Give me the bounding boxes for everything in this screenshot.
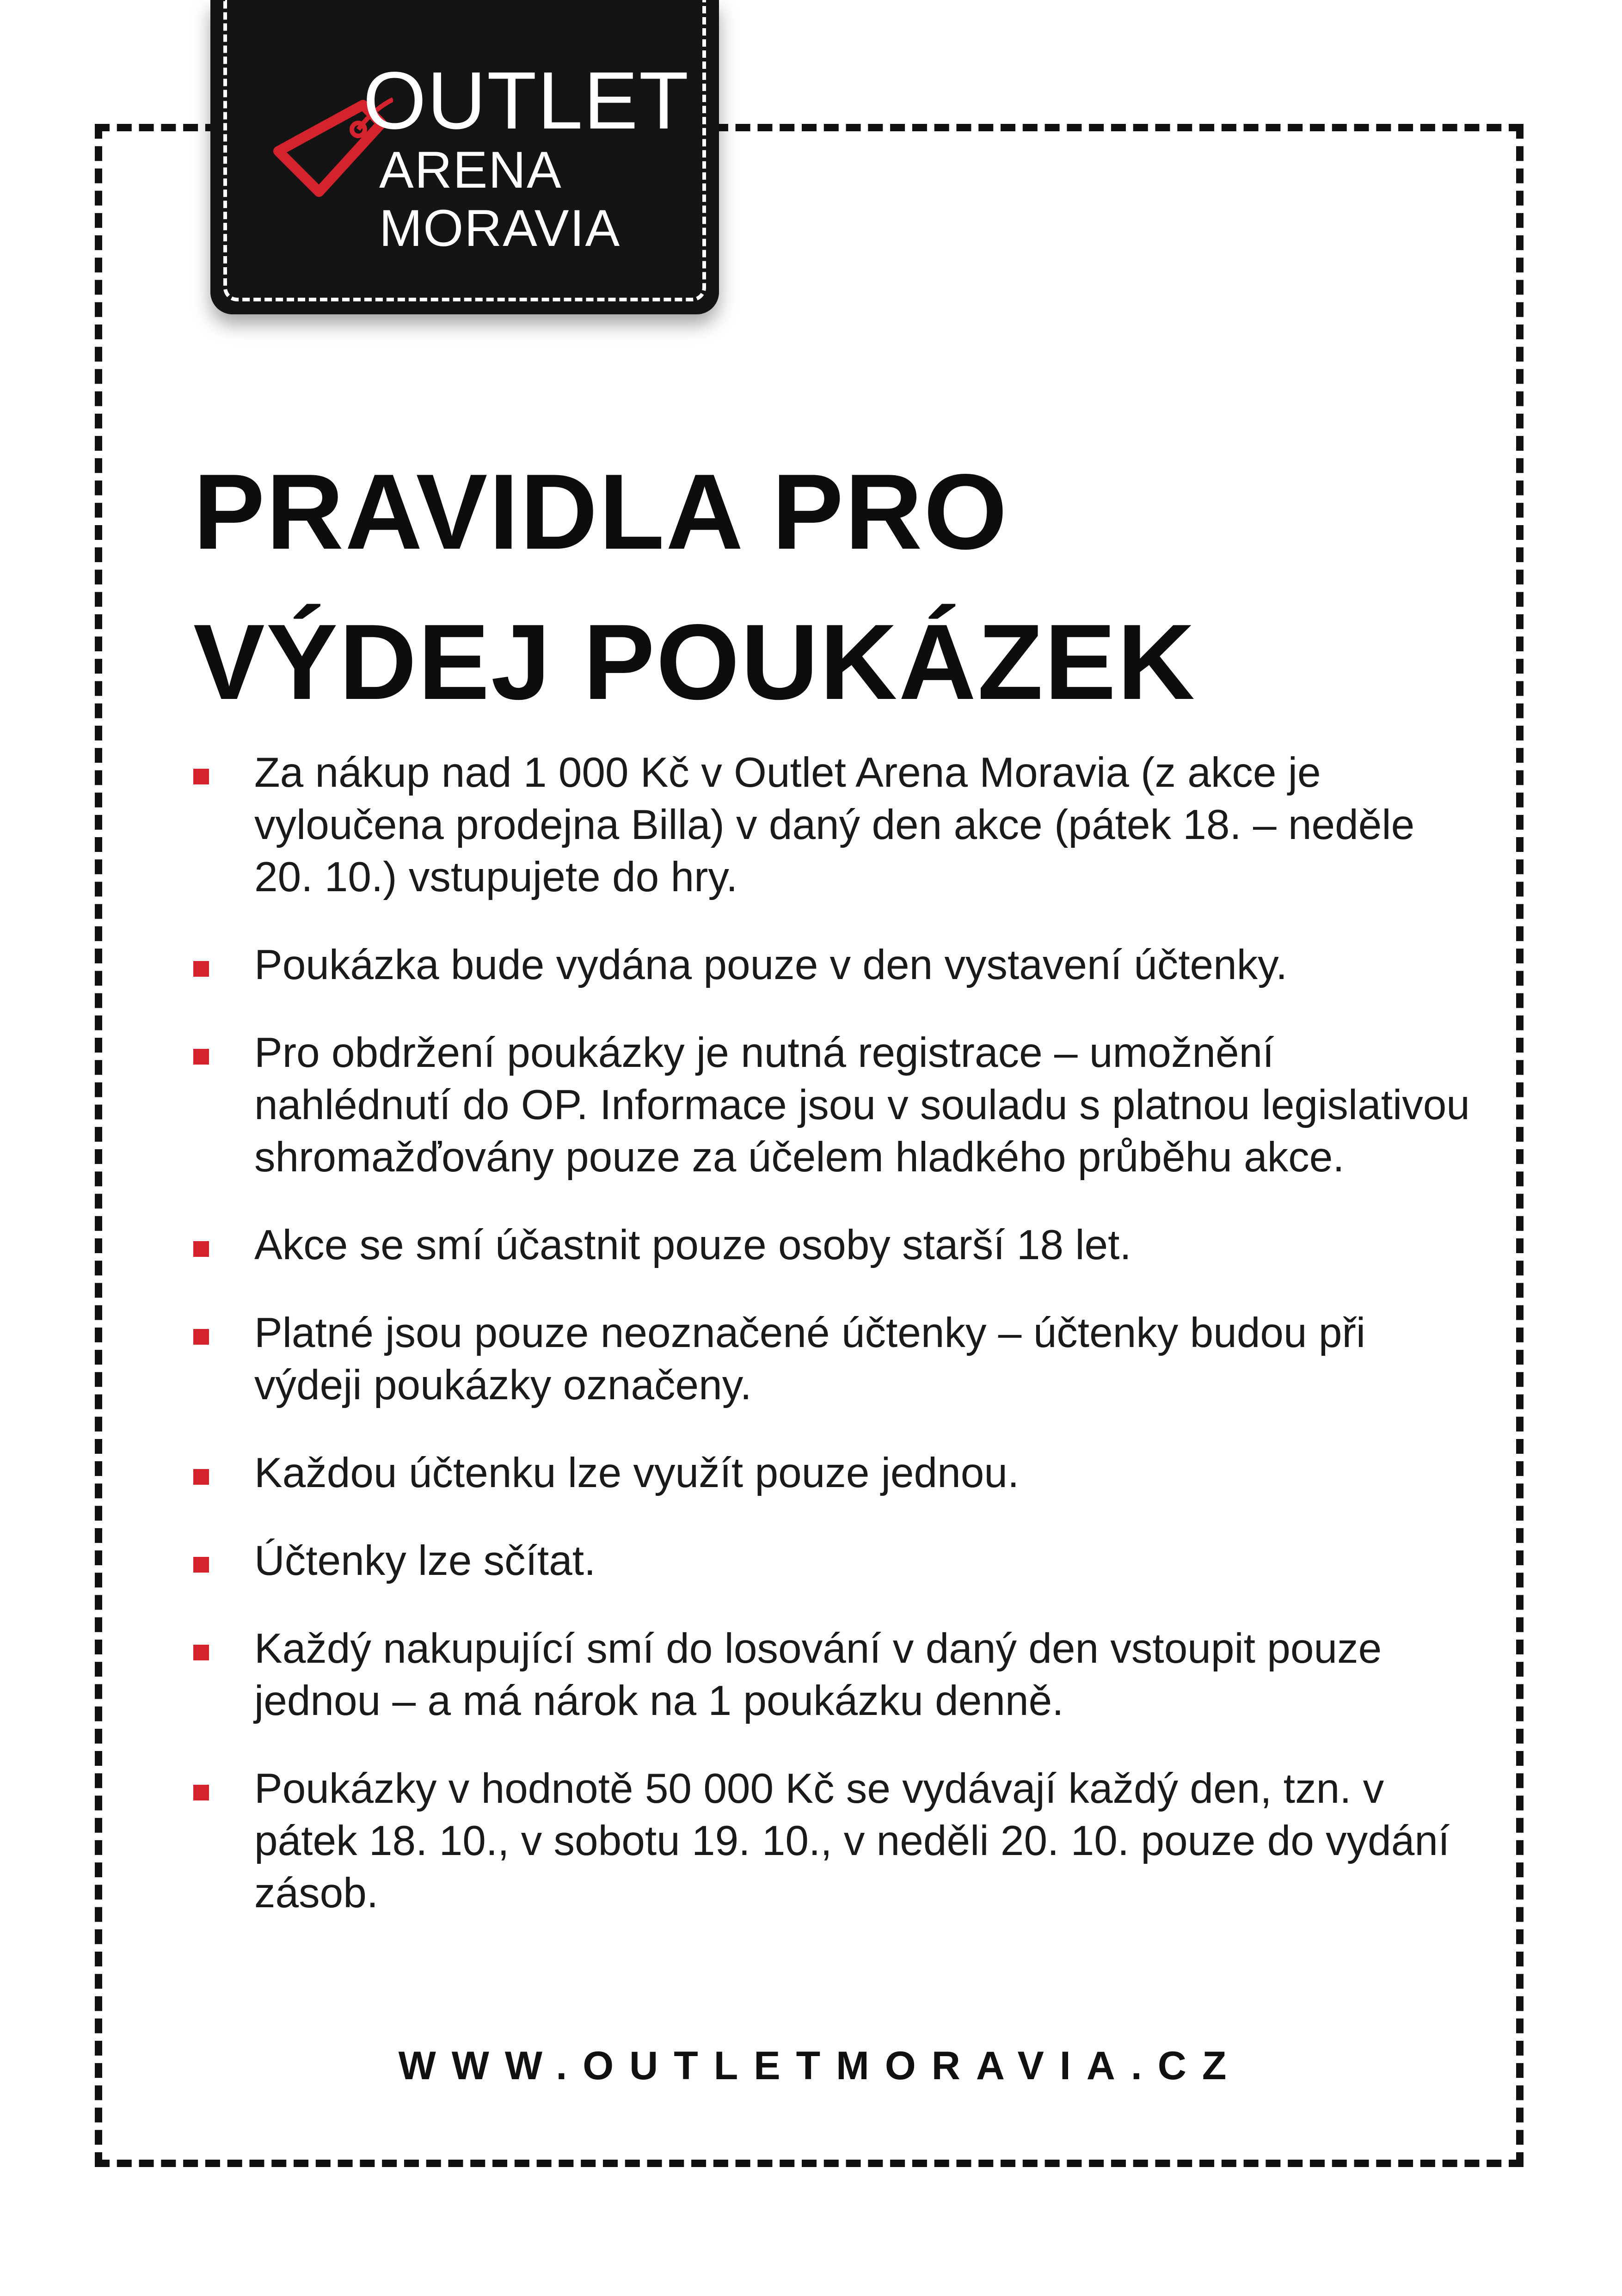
rule-text: Účtenky lze sčítat. <box>254 1537 596 1584</box>
rule-text: Poukázky v hodnotě 50 000 Kč se vydávají každý den, tzn. v pátek 18. 10., v sobotu 19. 10., v neděli 20. 10. pouze do vydání zásob. <box>254 1765 1450 1916</box>
rule-item-5 <box>193 1307 1479 1411</box>
brand-logo-badge <box>210 0 719 314</box>
bullet-square-icon <box>193 1785 209 1800</box>
bullet-square-icon <box>193 1557 209 1573</box>
logo-word-outlet: OUTLET <box>363 55 690 146</box>
rule-text: Akce se smí účastnit pouze osoby starší 18 let. <box>254 1222 1131 1268</box>
page-title-line-2: VÝDEJ POUKÁZEK <box>193 602 1197 722</box>
website-url[interactable]: WWW.OUTLETMORAVIA.CZ <box>398 2044 1242 2088</box>
rule-item-7 <box>193 1535 1479 1587</box>
bullet-square-icon <box>193 961 209 977</box>
bullet-square-icon <box>193 1645 209 1660</box>
bullet-square-icon <box>193 1329 209 1345</box>
bullet-square-icon <box>193 1049 209 1065</box>
rule-text: Každou účtenku lze využít pouze jednou. <box>254 1450 1020 1496</box>
bullet-square-icon <box>193 1469 209 1485</box>
bullet-square-icon <box>193 769 209 784</box>
rules-list <box>193 747 1479 1955</box>
rule-text: Pro obdržení poukázky je nutná registrace – umožnění nahlédnutí do OP. Informace jsou v souladu s platnou legislativou shromažďovány pouze za účelem hladkého průběhu akce. <box>254 1029 1470 1181</box>
rule-item-1 <box>193 747 1479 903</box>
rule-item-6 <box>193 1447 1479 1499</box>
page-title-line-1: PRAVIDLA PRO <box>193 452 1009 572</box>
rule-item-8 <box>193 1623 1479 1727</box>
rule-text: Poukázka bude vydána pouze v den vystavení účtenky. <box>254 942 1288 988</box>
logo-word-moravia: MORAVIA <box>379 199 621 257</box>
rule-item-3 <box>193 1027 1479 1183</box>
rule-item-9 <box>193 1763 1479 1919</box>
bullet-square-icon <box>193 1241 209 1257</box>
rule-text: Za nákup nad 1 000 Kč v Outlet Arena Moravia (z akce je vyloučena prodejna Billa) v daný den akce (pátek 18. – neděle 20. 10.) vstupujete do hry. <box>254 749 1415 900</box>
rule-item-4 <box>193 1219 1479 1271</box>
page-title <box>193 437 1196 737</box>
logo-word-arena: ARENA <box>379 141 562 199</box>
rule-item-2 <box>193 939 1479 991</box>
rule-text: Každý nakupující smí do losování v daný den vstoupit pouze jednou – a má nárok na 1 poukázku denně. <box>254 1625 1382 1724</box>
rule-text: Platné jsou pouze neoznačené účtenky – účtenky budou při výdeji poukázky označeny. <box>254 1310 1366 1408</box>
